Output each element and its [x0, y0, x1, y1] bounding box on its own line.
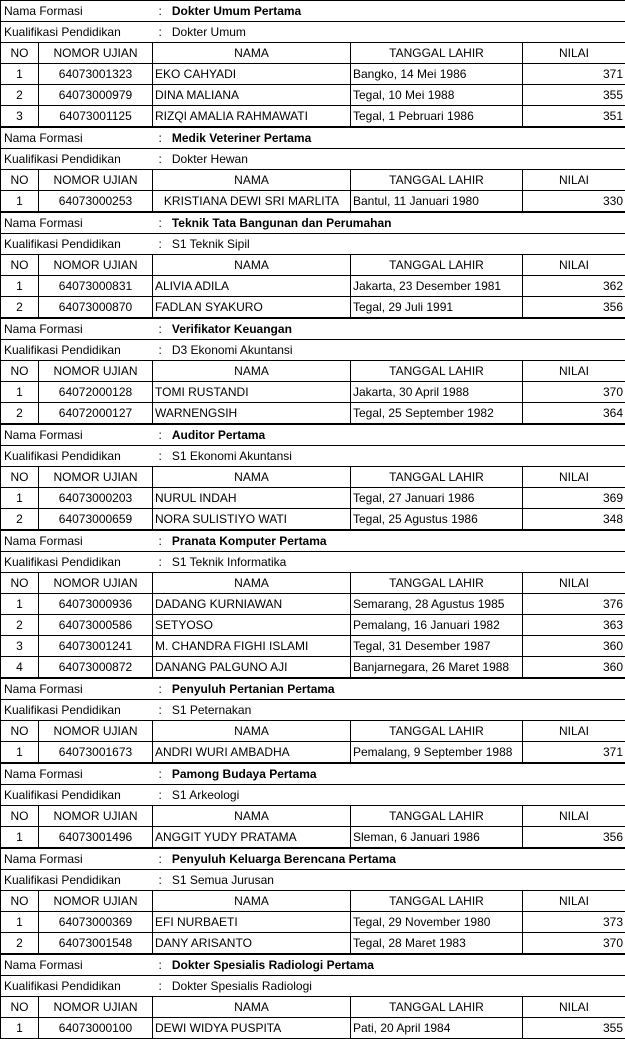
row-nilai: 356	[523, 827, 625, 848]
kualifikasi-row	[1, 976, 625, 997]
row-nomor-ujian: 64073000253	[39, 191, 153, 212]
row-tanggal-lahir: Jakarta, 30 April 1988	[351, 382, 523, 403]
table-row	[1, 912, 625, 933]
colon: :	[159, 703, 162, 717]
formasi-name: Dokter Spesialis Radiologi Pertama	[172, 958, 374, 972]
nama-formasi-label: Nama Formasi	[1, 955, 153, 976]
row-no: 2	[1, 403, 39, 424]
table-row	[1, 615, 625, 636]
kualifikasi-label: Kualifikasi Pendidikan	[1, 149, 153, 170]
kualifikasi-label: Kualifikasi Pendidikan	[1, 870, 153, 891]
row-nama: DADANG KURNIAWAN	[153, 594, 351, 615]
col-no-header: NO	[1, 891, 39, 912]
kualifikasi-value	[153, 446, 625, 467]
formasi-row	[1, 955, 625, 976]
colon: :	[159, 555, 162, 569]
formasi-row	[1, 679, 625, 700]
formasi-value	[153, 531, 625, 552]
formasi-section-2	[0, 127, 625, 212]
table-row	[1, 191, 625, 212]
row-nama: DINA MALIANA	[153, 85, 351, 106]
colon: :	[159, 152, 162, 166]
col-nilai-header: NILAI	[523, 891, 625, 912]
nama-formasi-label: Nama Formasi	[1, 531, 153, 552]
row-nama: DANANG PALGUNO AJI	[153, 657, 351, 678]
col-nomor-header: NOMOR UJIAN	[39, 361, 153, 382]
colon: :	[159, 237, 162, 251]
formasi-row	[1, 128, 625, 149]
col-no-header: NO	[1, 255, 39, 276]
row-tanggal-lahir: Tegal, 10 Mei 1988	[351, 85, 523, 106]
row-nomor-ujian: 64073000369	[39, 912, 153, 933]
row-nomor-ujian: 64073000100	[39, 1018, 153, 1039]
kualifikasi-name: Dokter Spesialis Radiologi	[172, 979, 312, 993]
table-row	[1, 382, 625, 403]
kualifikasi-label: Kualifikasi Pendidikan	[1, 446, 153, 467]
row-nomor-ujian: 64073001323	[39, 64, 153, 85]
row-nomor-ujian: 64073001548	[39, 933, 153, 954]
formasi-name: Dokter Umum Pertama	[172, 4, 301, 18]
kualifikasi-value	[153, 22, 625, 43]
row-tanggal-lahir: Tegal, 27 Januari 1986	[351, 488, 523, 509]
colon: :	[159, 25, 162, 39]
row-no: 2	[1, 509, 39, 530]
formasi-section-9	[0, 848, 625, 954]
row-nilai: 373	[523, 912, 625, 933]
col-nomor-header: NOMOR UJIAN	[39, 997, 153, 1018]
row-tanggal-lahir: Banjarnegara, 26 Maret 1988	[351, 657, 523, 678]
formasi-row	[1, 213, 625, 234]
row-nama: EFI NURBAETI	[153, 912, 351, 933]
colon: :	[159, 131, 162, 145]
kualifikasi-value	[153, 340, 625, 361]
row-nama: M. CHANDRA FIGHI ISLAMI	[153, 636, 351, 657]
kualifikasi-name: S1 Ekonomi Akuntansi	[172, 449, 292, 463]
row-no: 2	[1, 933, 39, 954]
table-row	[1, 64, 625, 85]
col-nomor-header: NOMOR UJIAN	[39, 467, 153, 488]
col-nama-header: NAMA	[153, 891, 351, 912]
colon: :	[159, 852, 162, 866]
formasi-section-5	[0, 424, 625, 530]
colon: :	[159, 873, 162, 887]
table-row	[1, 297, 625, 318]
formasi-value	[153, 849, 625, 870]
row-nama: ALIVIA ADILA	[153, 276, 351, 297]
nama-formasi-label: Nama Formasi	[1, 213, 153, 234]
row-tanggal-lahir: Tegal, 28 Maret 1983	[351, 933, 523, 954]
row-nomor-ujian: 64073000936	[39, 594, 153, 615]
col-no-header: NO	[1, 361, 39, 382]
kualifikasi-value	[153, 234, 625, 255]
kualifikasi-value	[153, 976, 625, 997]
kualifikasi-value	[153, 149, 625, 170]
kualifikasi-value	[153, 870, 625, 891]
row-nomor-ujian: 64073000870	[39, 297, 153, 318]
kualifikasi-row	[1, 149, 625, 170]
formasi-value	[153, 319, 625, 340]
row-nilai: 369	[523, 488, 625, 509]
row-tanggal-lahir: Jakarta, 23 Desember 1981	[351, 276, 523, 297]
table-row	[1, 636, 625, 657]
formasi-name: Verifikator Keuangan	[172, 322, 292, 336]
row-tanggal-lahir: Tegal, 29 Juli 1991	[351, 297, 523, 318]
row-nama: KRISTIANA DEWI SRI MARLITA	[153, 191, 351, 212]
formasi-row	[1, 764, 625, 785]
formasi-section-6	[0, 530, 625, 678]
row-nomor-ujian: 64073000872	[39, 657, 153, 678]
kualifikasi-value	[153, 552, 625, 573]
formasi-section-3	[0, 212, 625, 318]
col-nomor-header: NOMOR UJIAN	[39, 891, 153, 912]
row-nilai: 371	[523, 64, 625, 85]
kualifikasi-label: Kualifikasi Pendidikan	[1, 234, 153, 255]
kualifikasi-name: S1 Semua Jurusan	[172, 873, 274, 887]
nama-formasi-label: Nama Formasi	[1, 319, 153, 340]
colon: :	[159, 322, 162, 336]
col-no-header: NO	[1, 721, 39, 742]
table-row	[1, 509, 625, 530]
col-no-header: NO	[1, 467, 39, 488]
row-tanggal-lahir: Pemalang, 9 September 1988	[351, 742, 523, 763]
kualifikasi-row	[1, 552, 625, 573]
table-row	[1, 106, 625, 127]
formasi-name: Teknik Tata Bangunan dan Perumahan	[172, 216, 392, 230]
row-nilai: 370	[523, 382, 625, 403]
col-tgl-header: TANGGAL LAHIR	[351, 170, 523, 191]
kualifikasi-row	[1, 340, 625, 361]
table-row	[1, 276, 625, 297]
col-no-header: NO	[1, 997, 39, 1018]
formasi-value	[153, 679, 625, 700]
row-tanggal-lahir: Pemalang, 16 Januari 1982	[351, 615, 523, 636]
col-tgl-header: TANGGAL LAHIR	[351, 891, 523, 912]
row-nomor-ujian: 64072000127	[39, 403, 153, 424]
row-nilai: 330	[523, 191, 625, 212]
formasi-name: Medik Veteriner Pertama	[172, 131, 311, 145]
table-row	[1, 594, 625, 615]
row-no: 4	[1, 657, 39, 678]
row-nomor-ujian: 64073001496	[39, 827, 153, 848]
colon: :	[159, 682, 162, 696]
row-tanggal-lahir: Tegal, 25 September 1982	[351, 403, 523, 424]
formasi-section-10	[0, 954, 625, 1039]
kualifikasi-label: Kualifikasi Pendidikan	[1, 552, 153, 573]
col-nama-header: NAMA	[153, 467, 351, 488]
row-nilai: 355	[523, 85, 625, 106]
row-nama: FADLAN SYAKURO	[153, 297, 351, 318]
nama-formasi-label: Nama Formasi	[1, 764, 153, 785]
col-nilai-header: NILAI	[523, 806, 625, 827]
colon: :	[159, 216, 162, 230]
row-no: 1	[1, 64, 39, 85]
col-tgl-header: TANGGAL LAHIR	[351, 997, 523, 1018]
row-nilai: 360	[523, 636, 625, 657]
formasi-value	[153, 213, 625, 234]
formasi-row	[1, 425, 625, 446]
formasi-value	[153, 1, 625, 22]
kualifikasi-name: S1 Peternakan	[172, 703, 251, 717]
col-tgl-header: TANGGAL LAHIR	[351, 467, 523, 488]
formasi-section-8	[0, 763, 625, 848]
row-no: 2	[1, 615, 39, 636]
row-nomor-ujian: 64073000203	[39, 488, 153, 509]
row-no: 1	[1, 1018, 39, 1039]
col-nama-header: NAMA	[153, 997, 351, 1018]
row-nilai: 376	[523, 594, 625, 615]
nama-formasi-label: Nama Formasi	[1, 1, 153, 22]
row-nama: TOMI RUSTANDI	[153, 382, 351, 403]
kualifikasi-name: Dokter Hewan	[172, 152, 248, 166]
col-no-header: NO	[1, 43, 39, 64]
row-no: 2	[1, 85, 39, 106]
col-nama-header: NAMA	[153, 721, 351, 742]
col-tgl-header: TANGGAL LAHIR	[351, 806, 523, 827]
col-tgl-header: TANGGAL LAHIR	[351, 721, 523, 742]
col-nama-header: NAMA	[153, 806, 351, 827]
row-tanggal-lahir: Semarang, 28 Agustus 1985	[351, 594, 523, 615]
row-no: 3	[1, 106, 39, 127]
row-tanggal-lahir: Bantul, 11 Januari 1980	[351, 191, 523, 212]
formasi-name: Penyuluh Keluarga Berencana Pertama	[172, 852, 396, 866]
nama-formasi-label: Nama Formasi	[1, 679, 153, 700]
row-nilai: 362	[523, 276, 625, 297]
table-header	[1, 255, 625, 276]
table-row	[1, 657, 625, 678]
colon: :	[159, 979, 162, 993]
table-row	[1, 403, 625, 424]
colon: :	[159, 449, 162, 463]
row-nama: NORA SULISTIYO WATI	[153, 509, 351, 530]
row-tanggal-lahir: Tegal, 29 November 1980	[351, 912, 523, 933]
row-nomor-ujian: 64073001241	[39, 636, 153, 657]
row-nomor-ujian: 64073000831	[39, 276, 153, 297]
col-nomor-header: NOMOR UJIAN	[39, 721, 153, 742]
col-nama-header: NAMA	[153, 573, 351, 594]
col-nomor-header: NOMOR UJIAN	[39, 43, 153, 64]
row-nomor-ujian: 64073001125	[39, 106, 153, 127]
table-header	[1, 997, 625, 1018]
row-no: 1	[1, 382, 39, 403]
kualifikasi-value	[153, 700, 625, 721]
row-nilai: 360	[523, 657, 625, 678]
row-nomor-ujian: 64072000128	[39, 382, 153, 403]
row-no: 1	[1, 488, 39, 509]
col-nilai-header: NILAI	[523, 170, 625, 191]
row-no: 1	[1, 191, 39, 212]
row-nilai: 371	[523, 742, 625, 763]
col-no-header: NO	[1, 170, 39, 191]
col-nilai-header: NILAI	[523, 43, 625, 64]
col-no-header: NO	[1, 806, 39, 827]
formasi-value	[153, 764, 625, 785]
formasi-name: Pranata Komputer Pertama	[172, 534, 327, 548]
row-nama: ANGGIT YUDY PRATAMA	[153, 827, 351, 848]
row-nilai: 348	[523, 509, 625, 530]
table-header	[1, 361, 625, 382]
kualifikasi-label: Kualifikasi Pendidikan	[1, 340, 153, 361]
row-tanggal-lahir: Tegal, 25 Agustus 1986	[351, 509, 523, 530]
row-nilai: 351	[523, 106, 625, 127]
row-nilai: 364	[523, 403, 625, 424]
colon: :	[159, 428, 162, 442]
col-nomor-header: NOMOR UJIAN	[39, 170, 153, 191]
table-row	[1, 1018, 625, 1039]
col-tgl-header: TANGGAL LAHIR	[351, 43, 523, 64]
row-no: 2	[1, 297, 39, 318]
col-nomor-header: NOMOR UJIAN	[39, 806, 153, 827]
col-nama-header: NAMA	[153, 255, 351, 276]
col-nilai-header: NILAI	[523, 255, 625, 276]
kualifikasi-label: Kualifikasi Pendidikan	[1, 976, 153, 997]
row-no: 1	[1, 827, 39, 848]
col-nilai-header: NILAI	[523, 573, 625, 594]
row-nilai: 355	[523, 1018, 625, 1039]
row-no: 1	[1, 594, 39, 615]
row-no: 3	[1, 636, 39, 657]
nama-formasi-label: Nama Formasi	[1, 849, 153, 870]
kualifikasi-name: D3 Ekonomi Akuntansi	[172, 343, 293, 357]
formasi-name: Auditor Pertama	[172, 428, 265, 442]
table-header	[1, 721, 625, 742]
kualifikasi-row	[1, 700, 625, 721]
row-tanggal-lahir: Tegal, 31 Desember 1987	[351, 636, 523, 657]
formasi-name: Pamong Budaya Pertama	[172, 767, 317, 781]
col-nomor-header: NOMOR UJIAN	[39, 255, 153, 276]
formasi-row	[1, 849, 625, 870]
colon: :	[159, 343, 162, 357]
table-row	[1, 742, 625, 763]
row-nama: WARNENGSIH	[153, 403, 351, 424]
kualifikasi-name: S1 Arkeologi	[172, 788, 239, 802]
kualifikasi-value	[153, 785, 625, 806]
formasi-section-1	[0, 0, 625, 127]
row-tanggal-lahir: Bangko, 14 Mei 1986	[351, 64, 523, 85]
row-nilai: 356	[523, 297, 625, 318]
formasi-section-7	[0, 678, 625, 763]
formasi-value	[153, 425, 625, 446]
col-nama-header: NAMA	[153, 170, 351, 191]
kualifikasi-row	[1, 785, 625, 806]
formasi-value	[153, 128, 625, 149]
col-tgl-header: TANGGAL LAHIR	[351, 361, 523, 382]
col-no-header: NO	[1, 573, 39, 594]
row-tanggal-lahir: Pati, 20 April 1984	[351, 1018, 523, 1039]
kualifikasi-label: Kualifikasi Pendidikan	[1, 700, 153, 721]
col-tgl-header: TANGGAL LAHIR	[351, 255, 523, 276]
kualifikasi-name: S1 Teknik Informatika	[172, 555, 287, 569]
table-header	[1, 467, 625, 488]
row-nilai: 363	[523, 615, 625, 636]
row-nomor-ujian: 64073000659	[39, 509, 153, 530]
row-nama: ANDRI WURI AMBADHA	[153, 742, 351, 763]
col-nomor-header: NOMOR UJIAN	[39, 573, 153, 594]
formasi-row	[1, 1, 625, 22]
colon: :	[159, 767, 162, 781]
col-nama-header: NAMA	[153, 43, 351, 64]
table-header	[1, 806, 625, 827]
table-row	[1, 85, 625, 106]
col-nilai-header: NILAI	[523, 361, 625, 382]
colon: :	[159, 534, 162, 548]
colon: :	[159, 958, 162, 972]
table-header	[1, 170, 625, 191]
kualifikasi-row	[1, 22, 625, 43]
col-tgl-header: TANGGAL LAHIR	[351, 573, 523, 594]
col-nilai-header: NILAI	[523, 997, 625, 1018]
formasi-section-4	[0, 318, 625, 424]
row-nilai: 370	[523, 933, 625, 954]
table-row	[1, 488, 625, 509]
kualifikasi-label: Kualifikasi Pendidikan	[1, 785, 153, 806]
kualifikasi-row	[1, 234, 625, 255]
colon: :	[159, 4, 162, 18]
formasi-value	[153, 955, 625, 976]
row-nomor-ujian: 64073001673	[39, 742, 153, 763]
row-nomor-ujian: 64073000586	[39, 615, 153, 636]
table-header	[1, 891, 625, 912]
row-nama: RIZQI AMALIA RAHMAWATI	[153, 106, 351, 127]
table-header	[1, 43, 625, 64]
nama-formasi-label: Nama Formasi	[1, 425, 153, 446]
row-nama: DEWI WIDYA PUSPITA	[153, 1018, 351, 1039]
table-header	[1, 573, 625, 594]
kualifikasi-name: Dokter Umum	[172, 25, 246, 39]
row-nama: SETYOSO	[153, 615, 351, 636]
row-nomor-ujian: 64073000979	[39, 85, 153, 106]
col-nilai-header: NILAI	[523, 467, 625, 488]
row-nama: DANY ARISANTO	[153, 933, 351, 954]
col-nilai-header: NILAI	[523, 721, 625, 742]
kualifikasi-name: S1 Teknik Sipil	[172, 237, 250, 251]
table-row	[1, 827, 625, 848]
row-no: 1	[1, 276, 39, 297]
kualifikasi-label: Kualifikasi Pendidikan	[1, 22, 153, 43]
colon: :	[159, 788, 162, 802]
formasi-row	[1, 319, 625, 340]
col-nama-header: NAMA	[153, 361, 351, 382]
table-row	[1, 933, 625, 954]
row-no: 1	[1, 742, 39, 763]
formasi-name: Penyuluh Pertanian Pertama	[172, 682, 335, 696]
formasi-row	[1, 531, 625, 552]
kualifikasi-row	[1, 870, 625, 891]
kualifikasi-row	[1, 446, 625, 467]
row-tanggal-lahir: Tegal, 1 Pebruari 1986	[351, 106, 523, 127]
row-nama: EKO CAHYADI	[153, 64, 351, 85]
row-nama: NURUL INDAH	[153, 488, 351, 509]
row-no: 1	[1, 912, 39, 933]
nama-formasi-label: Nama Formasi	[1, 128, 153, 149]
row-tanggal-lahir: Sleman, 6 Januari 1986	[351, 827, 523, 848]
